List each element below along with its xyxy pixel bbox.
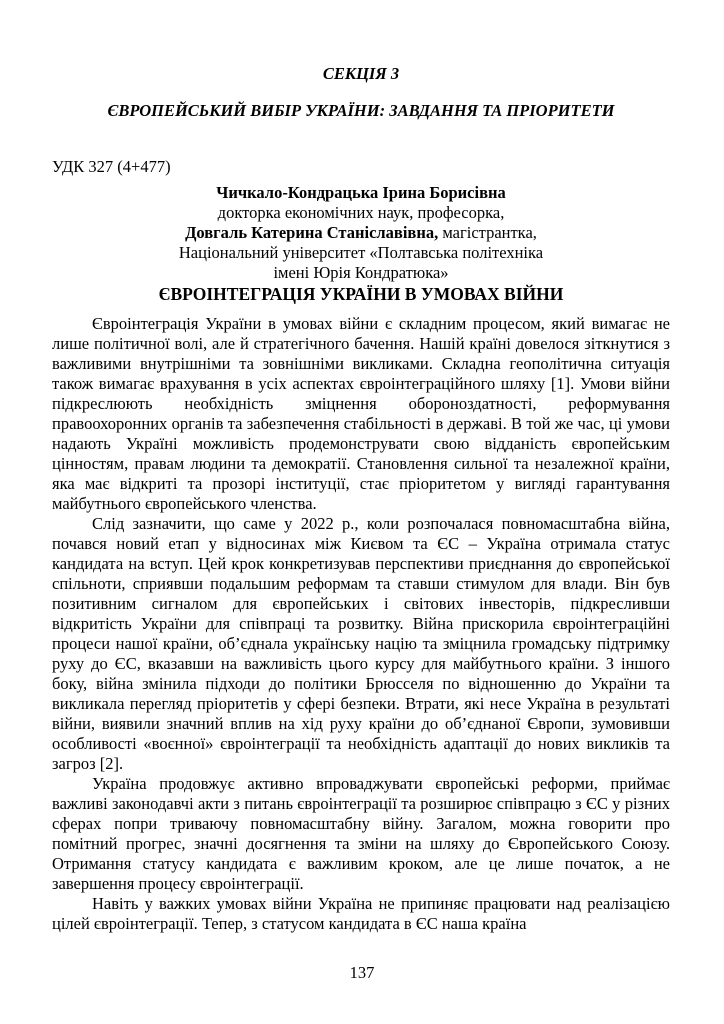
authors-block [52, 183, 670, 283]
author1-role: докторка економічних наук, професорка, [217, 203, 505, 222]
paragraph: Євроінтеграція України в умовах війни є складним процесом, який вимагає не лише політичної волі, але й стратегічного бачення. Нашій країні довелося зіткнутися з важливими внутрішніми та зовнішніми викликами. Складна геополітична ситуація також вимагає врахування в усіх аспектах євроінтеграційного шляху [1]. Умови війни підкреслюють необхідність зміцнення обороноздатності, реформування правоохоронних органів та забезпечення стабільності в державі. В той же час, ці умови надають Україні можливість продемонструвати свою відданість європейським цінностям, правам людини та демократії. Становлення сильної та незалежної країни, яка має відкриті та прозорі інституції, стає пріоритетом у вигляді гарантування майбутнього європейського членства. [52, 314, 670, 513]
affiliation-line2: імені Юрія Кондратюка» [273, 263, 449, 282]
author2-line [52, 223, 670, 243]
page-number: 137 [349, 963, 375, 982]
author2-name: Довгаль Катерина Станіславівна, [185, 223, 439, 242]
paper-title: ЄВРОІНТЕГРАЦІЯ УКРАЇНИ В УМОВАХ ВІЙНИ [158, 284, 564, 304]
section-heading [52, 64, 670, 121]
paper-body [52, 314, 670, 934]
paragraph: Навіть у важких умовах війни Україна не припиняє працювати над реалізацією цілей євроінтеграції. Тепер, з статусом кандидата в ЄС наша країна [52, 894, 670, 933]
udc-code: УДК 327 (4+477) [52, 157, 171, 176]
section-number-line: СЕКЦІЯ 3 [322, 64, 400, 83]
affiliation-line1: Національний університет «Полтавська політехніка [178, 243, 544, 262]
section-title-line: ЄВРОПЕЙСЬКИЙ ВИБІР УКРАЇНИ: ЗАВДАННЯ ТА ПРІОРИТЕТИ [107, 101, 615, 120]
paragraph: Слід зазначити, що саме у 2022 р., коли розпочалася повномасштабна війна, почався новий етап у відносинах між Києвом та ЄС – Україна отримала статус кандидата на вступ. Цей крок конкретизував перспективи приєднання до європейської спільноти, сприявши подальшим реформам та ставши стимулом для влади. Він був позитивним сигналом для європейських і світових інвесторів, підкресливши відкритість України для співпраці та розвитку. Війна прискорила євроінтеграційні процеси нашої країни, об’єднала українську націю та зміцнила громадську підтримку руху до ЄС, вказавши на важливість цього курсу для майбутнього країни. З іншого боку, війна змінила підходи до політики Брюсселя по відношенню до України та викликала перегляд пріоритетів у сфері безпеки. Втрати, які несе Україна в результаті війни, виявили значний вплив на хід руху країни до об’єднаної Європи, зумовивши особливості «воєнної» євроінтеграції та необхідність адаптації до нових викликів та загроз [2]. [52, 514, 670, 773]
author1-name: Чичкало-Кондрацька Ірина Борисівна [216, 183, 506, 202]
paragraph: Україна продовжує активно впроваджувати європейські реформи, приймає важливі законодавчі акти з питань євроінтеграції та розширює співпрацю з ЄС у різних сферах попри триваючу повномасштабну війну. Загалом, можна говорити про помітний прогрес, значні досягнення та зміни на шляху до Європейського Союзу. Отримання статусу кандидата є важливим кроком, але це лише початок, а не завершення процесу євроінтеграції. [52, 774, 670, 893]
author2-role: магістрантка, [438, 223, 537, 242]
